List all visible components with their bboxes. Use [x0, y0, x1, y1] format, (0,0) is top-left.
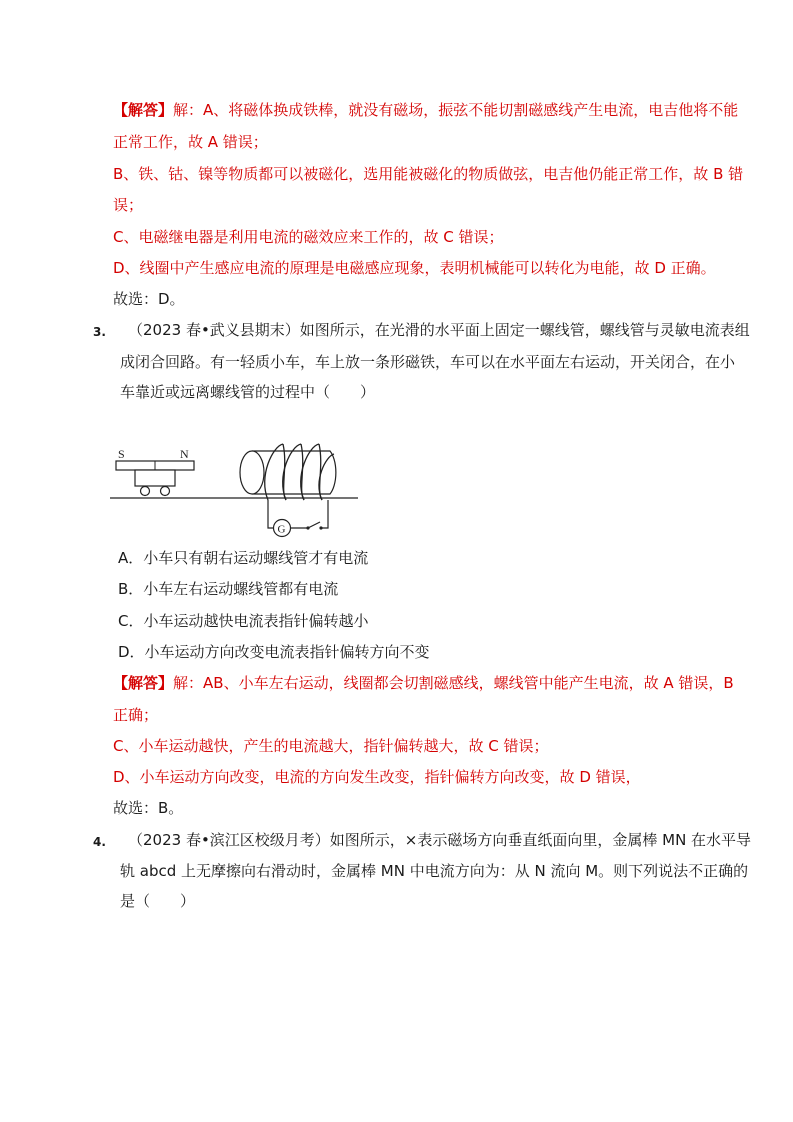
question-text: （2023 春•武义县期末）如图所示，在光滑的水平面上固定一螺线管，螺线管与灵敏电流表组 — [128, 321, 750, 339]
option-d: D．小车运动方向改变电流表指针偏转方向不变 — [118, 643, 430, 661]
question-text: 轨 abcd 上无摩擦向右滑动时，金属棒 MN 中电流方向为：从 N 流向 M。则下列说法不正确的 — [120, 862, 749, 880]
answer-line: C、电磁继电器是利用电流的磁效应来工作的，故 C 错误； — [113, 228, 504, 246]
answer-line: 正确； — [113, 706, 159, 724]
answer-line: 【解答】解：AB、小车左右运动，线圈都会切割磁感线，螺线管中能产生电流，故 A 错误，B — [113, 674, 734, 692]
answer-line: D、小车运动方向改变，电流的方向发生改变，指针偏转方向改变，故 D 错误， — [113, 768, 641, 786]
question-number: 4. — [93, 835, 106, 849]
question-number: 3. — [93, 325, 106, 339]
question-text: （2023 春•滨江区校级月考）如图所示，×表示磁场方向垂直纸面向里，金属棒 MN 在水平导 — [128, 831, 752, 849]
cart-wheel — [141, 487, 150, 496]
question-text: 成闭合回路。有一轻质小车，车上放一条形磁铁，车可以在水平面左右运动，开关闭合，在小 — [120, 353, 736, 371]
solenoid-end — [240, 451, 264, 494]
magnet-s-label: S — [118, 447, 125, 461]
galvanometer-label: G — [277, 523, 286, 536]
circuit-wire — [268, 500, 274, 528]
question-text: 车靠近或远离螺线管的过程中（ ） — [120, 383, 376, 401]
answer-line: D、线圈中产生感应电流的原理是电磁感应现象，表明机械能可以转化为电能，故 D 正确。 — [113, 259, 716, 277]
switch-blade — [308, 522, 320, 528]
answer-tag: 【解答】 — [113, 101, 174, 119]
switch-contact — [306, 526, 309, 529]
answer-choice: 故选：B。 — [113, 799, 184, 817]
circuit-wire — [321, 500, 328, 528]
solenoid-cart-figure — [108, 436, 358, 541]
option-b: B．小车左右运动螺线管都有电流 — [118, 580, 339, 598]
answer-line: 误； — [113, 196, 144, 214]
answer-line: C、小车运动越快，产生的电流越大，指针偏转越大，故 C 错误； — [113, 737, 549, 755]
answer-line: 正常工作，故 A 错误； — [113, 133, 268, 151]
answer-line: 【解答】解：A、将磁体换成铁棒，就没有磁场，振弦不能切割磁感线产生电流，电吉他将不能 — [113, 101, 739, 119]
option-c: C．小车运动越快电流表指针偏转越小 — [118, 612, 369, 630]
cart-wheel — [161, 487, 170, 496]
answer-line: B、铁、钴、镍等物质都可以被磁化，选用能被磁化的物质做弦，电吉他仍能正常工作，故 B 错 — [113, 165, 744, 183]
cart-body — [135, 470, 175, 486]
option-a: A．小车只有朝右运动螺线管才有电流 — [118, 549, 369, 567]
answer-choice: 故选：D。 — [113, 290, 185, 308]
question-text: 是（ ） — [120, 892, 196, 910]
magnet-n-label: N — [180, 447, 189, 461]
answer-tag: 【解答】 — [113, 674, 174, 692]
